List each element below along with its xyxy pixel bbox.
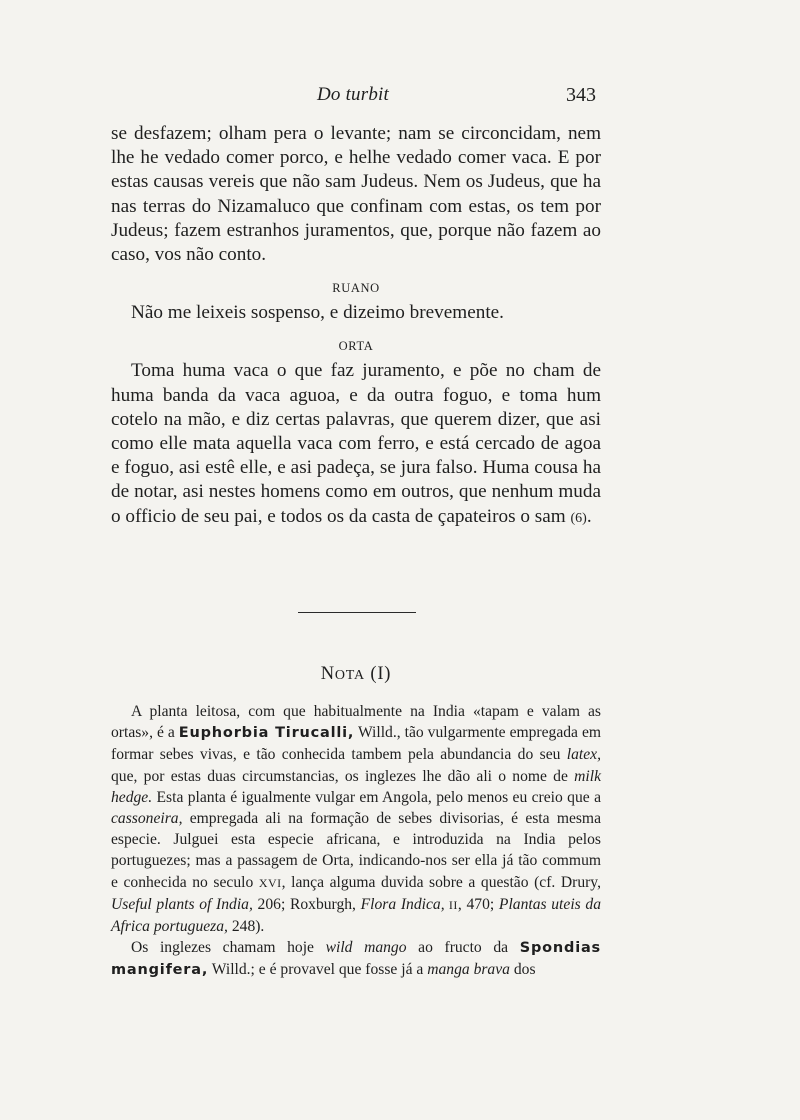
nota-heading-rest: OTA [334, 668, 365, 683]
note-text: 248). [227, 918, 265, 936]
term-wild-mango: wild mango [325, 939, 407, 957]
paragraph-1: se desfazem; olham pera o levante; nam se circoncidam, nem lhe he vedado comer porco, e helhe vedado comer vaca. E por estas causas vereis que não sam Judeus. Nem os Judeus, que ha nas terras do Nizamaluco que confinam com estas, os tem por Judeus; fazem estranhos juramentos, que, porque não fazem ao caso, vos não conto. [111, 123, 601, 266]
note-text: empregada ali na formação de sebes divisorias, é esta mesma especie. Julguei esta especie africana, e introduzida na India pelos portuguezes; mas a passagem de Orta, indicando-nos ser ella já tão commum e conhecida no seculo [111, 810, 601, 891]
paragraph-2: Não me leixeis sospenso, e dizeimo brevemente. [131, 302, 504, 324]
note-text: 206; Roxburgh, [252, 895, 361, 913]
note-text: dos [509, 961, 536, 979]
nota-heading-number: (I) [370, 664, 392, 684]
page-header [0, 84, 800, 110]
note-paragraph-1 [111, 701, 601, 937]
term-manga-brava: manga brava [427, 961, 510, 979]
note-text: , lança alguma duvida sobre a questão (cf. Drury, [281, 873, 601, 891]
paragraph-3-end: . [586, 505, 592, 527]
term-latex: latex, [566, 746, 601, 764]
note-text: , 470; [457, 895, 499, 913]
dialogue-text [111, 122, 601, 531]
note-text: A planta leitosa, com que habitualmente na India «tapam e valam as ortas», é a [111, 703, 601, 742]
speaker-orta: ORTA [338, 339, 374, 354]
volume-numeral: II [444, 897, 458, 912]
species-name-euphorbia: Euphorbia Tirucalli, [178, 725, 355, 742]
notes-text [111, 701, 601, 982]
running-title: Do turbit [317, 84, 390, 105]
note-text: Willd., tão vulgarmente empregada em formar sebes vivas, e tão conhecida tambem pela abundancia do seu [111, 724, 601, 764]
footnote-reference: (6) [570, 510, 587, 526]
paragraph-3-text: Toma huma vaca o que faz juramento, e põe no cham de huma banda da vaca aguoa, e da outra foguo, e toma hum cotelo na mão, e diz certas palavras, que querem dizer, que asi como elle mata aquella vaca com ferro, e está cercado de agoa e foguo, asi estê elle, e asi padeça, se jura falso. Huma cousa ha de notar, asi nestes homens como em outros, que nenhum muda o officio de seu pai, e todos os da casta de çapateiros o sam [111, 360, 601, 527]
term-cassoneira: cassoneira, [111, 810, 183, 828]
paragraph-3 [111, 359, 601, 530]
nota-heading-initial: N [320, 664, 335, 684]
term-milk-hedge: milk hedge. [111, 767, 601, 806]
note-text: Willd.; e é provavel que fosse já a [208, 961, 428, 979]
note-paragraph-2 [111, 937, 601, 981]
note-text: Os inglezes chamam hoje [131, 939, 326, 957]
century-numeral: XVI [258, 875, 282, 890]
title-useful-plants: Useful plants of India, [111, 895, 253, 913]
note-text: ao fructo da [406, 939, 520, 957]
title-flora-indica: Flora Indica, [360, 895, 445, 913]
section-divider [298, 612, 416, 613]
page-number: 343 [566, 84, 596, 106]
speaker-ruano: RUANO [332, 281, 380, 296]
title-plantas-uteis: Plantas uteis da Africa portugueza, [111, 895, 601, 936]
nota-heading [0, 664, 712, 685]
note-text: que, por estas duas circumstancias, os inglezes lhe dão ali o nome de [111, 767, 575, 785]
species-name-spondias: Spondias mangifera, [111, 940, 601, 979]
note-text: Esta planta é igualmente vulgar em Angola, pelo menos eu creio que a [152, 788, 601, 806]
